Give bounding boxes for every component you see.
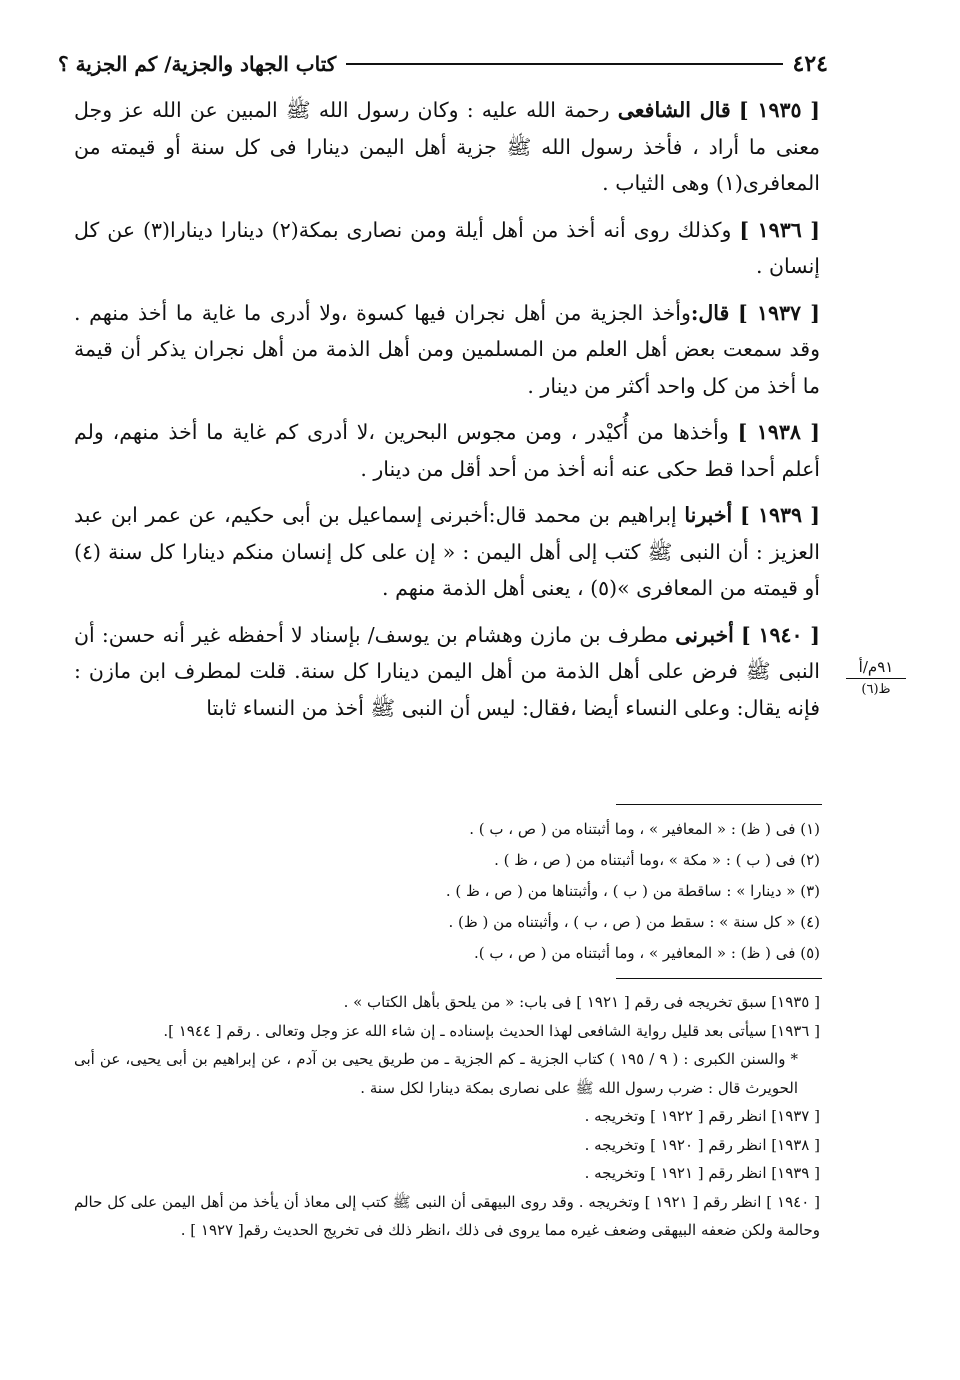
- takhrij-notes: [74, 988, 820, 1245]
- paragraph-lead: قال الشافعى: [617, 98, 731, 122]
- margin-note-folio: ٩١م/أ: [846, 658, 906, 679]
- paragraph-1938: [74, 414, 820, 487]
- paragraph-lead: أخبرنا: [684, 503, 733, 527]
- main-text: [74, 92, 820, 736]
- paragraph-number: [ ١٩٣٥ ]: [738, 98, 820, 122]
- paragraph-number: [ ١٩٣٩ ]: [739, 503, 820, 527]
- running-title: كتاب الجهاد والجزية/ كم الجزية ؟: [58, 52, 337, 76]
- manuscript-margin-note: [846, 658, 906, 699]
- paragraph-text: إبراهيم بن محمد قال:أخبرنى إسماعيل بن أبى حكيم، عن عمر ابن عبد العزيز : أن النبى ﷺ كتب إلى أهل اليمن : « إن على كل إنسان منكم دينارا كل سنة (٤) أو قيمته من المعافرى »(٥) ، يعنى أهل الذمة منهم .: [74, 503, 820, 600]
- page-number: ٤٢٤: [792, 51, 828, 77]
- paragraph-number: [ ١٩٣٦ ]: [739, 217, 820, 242]
- paragraph-number: [ ١٩٣٨ ]: [737, 420, 821, 444]
- paragraph-1936: [74, 212, 820, 285]
- page-header: [58, 44, 828, 84]
- footnotes: [300, 814, 820, 969]
- footnote: (٥) فى ( ظ) : « المعافير » ، وما أثبتناه من ( ص ، ب ).: [474, 944, 820, 962]
- footnote: (١) فى ( ظ) : « المعافير » ، وما أثبتناه من ( ص ، ب ) .: [469, 820, 820, 838]
- paragraph-1935: [74, 92, 820, 202]
- takhrij-note: * والسنن الكبرى : ( ٩ / ١٩٥ ) كتاب الجزية ـ كم الجزية ـ من طريق يحيى بن آدم ، عن إبراهيم بن أبى يحيى، عن أبى الحويرث قال : ضرب رسول الله ﷺ على نصارى بمكة دينارا لكل سنة .: [74, 1050, 799, 1097]
- takhrij-note: [ ١٩٣٧] انظر رقم [ ١٩٢٢ ] وتخريجه .: [584, 1107, 820, 1125]
- header-rule: [346, 63, 782, 65]
- paragraph-text: وكذلك روى أنه أخذ من أهل أيلة ومن نصارى بمكة(٢) دينارا دينارا(٣) عن كل إنسان .: [74, 217, 820, 278]
- footnote: (٤) « كل سنة » : سقط من ( ص ، ب ) ، وأثبتناه من ( ظ) .: [448, 913, 820, 931]
- paragraph-text: وأخذ الجزية من أهل نجران فيها كسوة ،ولا أدرى ما غاية ما أخذ منهم . وقد سمعت بعض أهل العلم من المسلمين ومن أهل الذمة من أهل نجران يذكر أن قيمة ما أخذ من كل واحد أكثر من دينار .: [74, 300, 820, 398]
- paragraph-1937: [74, 295, 820, 405]
- paragraph-1940: [74, 617, 820, 727]
- takhrij-note: [ ١٩٣٥] سبق تخريجه فى رقم [ ١٩٢١ ] فى باب: « من يلحق بأهل الكتاب » .: [343, 993, 820, 1011]
- paragraph-1939: [74, 497, 820, 607]
- paragraph-text: رحمة الله عليه : وكان رسول الله ﷺ المبين عن الله عز وجل معنى ما أراد ، فأخذ رسول الله ﷺ جزية أهل اليمن دينارا فى كل سنة أو قيمته من المعافرى(١) وهى الثياب .: [74, 98, 820, 195]
- notes-rule: [616, 978, 822, 979]
- footnote: (٣) « دينارا » : ساقطة من ( ب ) ، وأثبتناها من ( ص ، ظ ) .: [445, 882, 820, 900]
- takhrij-note: [ ١٩٣٩] انظر رقم [ ١٩٢١ ] وتخريجه .: [584, 1164, 820, 1182]
- paragraph-number: [ ١٩٤٠ ]: [741, 622, 821, 647]
- paragraph-lead: أخبرنى: [675, 622, 734, 647]
- footnote-rule: [616, 804, 822, 805]
- takhrij-note: [ ١٩٣٨] انظر رقم [ ١٩٢٠ ] وتخريجه .: [584, 1135, 820, 1154]
- paragraph-lead: قال:: [690, 300, 730, 325]
- footnote: (٢) فى ( ب ) : « مكة » ،وما أثبتناه من ( ص ، ظ ) .: [494, 851, 820, 869]
- takhrij-note: [ ١٩٣٦] سيأتى بعد قليل رواية الشافعى لهذا الحديث بإسناده ـ إن شاء الله عز وجل وتعالى . رقم [ ١٩٤٤ ].: [163, 1021, 820, 1040]
- paragraph-text: مطرف بن مازن وهشام بن يوسف/ بإسناد لا أحفظه غير أنه حسن: أن النبى ﷺ فرض على أهل الذمة من أهل اليمن دينارا كل سنة. قلت لمطرف ابن مازن : فإنه يقال: وعلى النساء أيضا ،فقال: ليس أن النبى ﷺ أخذ من النساء ثابتا: [74, 622, 820, 720]
- paragraph-text: وأخذها من أُكيْدر ، ومن مجوس البحرين ،لا أدرى كم غاية ما أخذ منهم، ولم أعلم أحدا قط حكى عنه أنه أخذ من أحد أقل من دينار .: [74, 420, 820, 481]
- takhrij-note: [ ١٩٤٠ ] انظر رقم [ ١٩٢١ ] وتخريجه . وقد روى البيهقى أن النبى ﷺ كتب إلى معاذ أن يأخذ من أهل اليمن على كل حالم وحالمة ولكن ضعفه البيهقى وضعف غيره مما يروى فى ذلك ،انظر ذلك فى تخريج الحديث رقم[ ١٩٢٧ ] .: [74, 1192, 821, 1239]
- margin-note-ref: ظ(٦): [861, 682, 891, 697]
- paragraph-number: [ ١٩٣٧ ]: [738, 300, 820, 325]
